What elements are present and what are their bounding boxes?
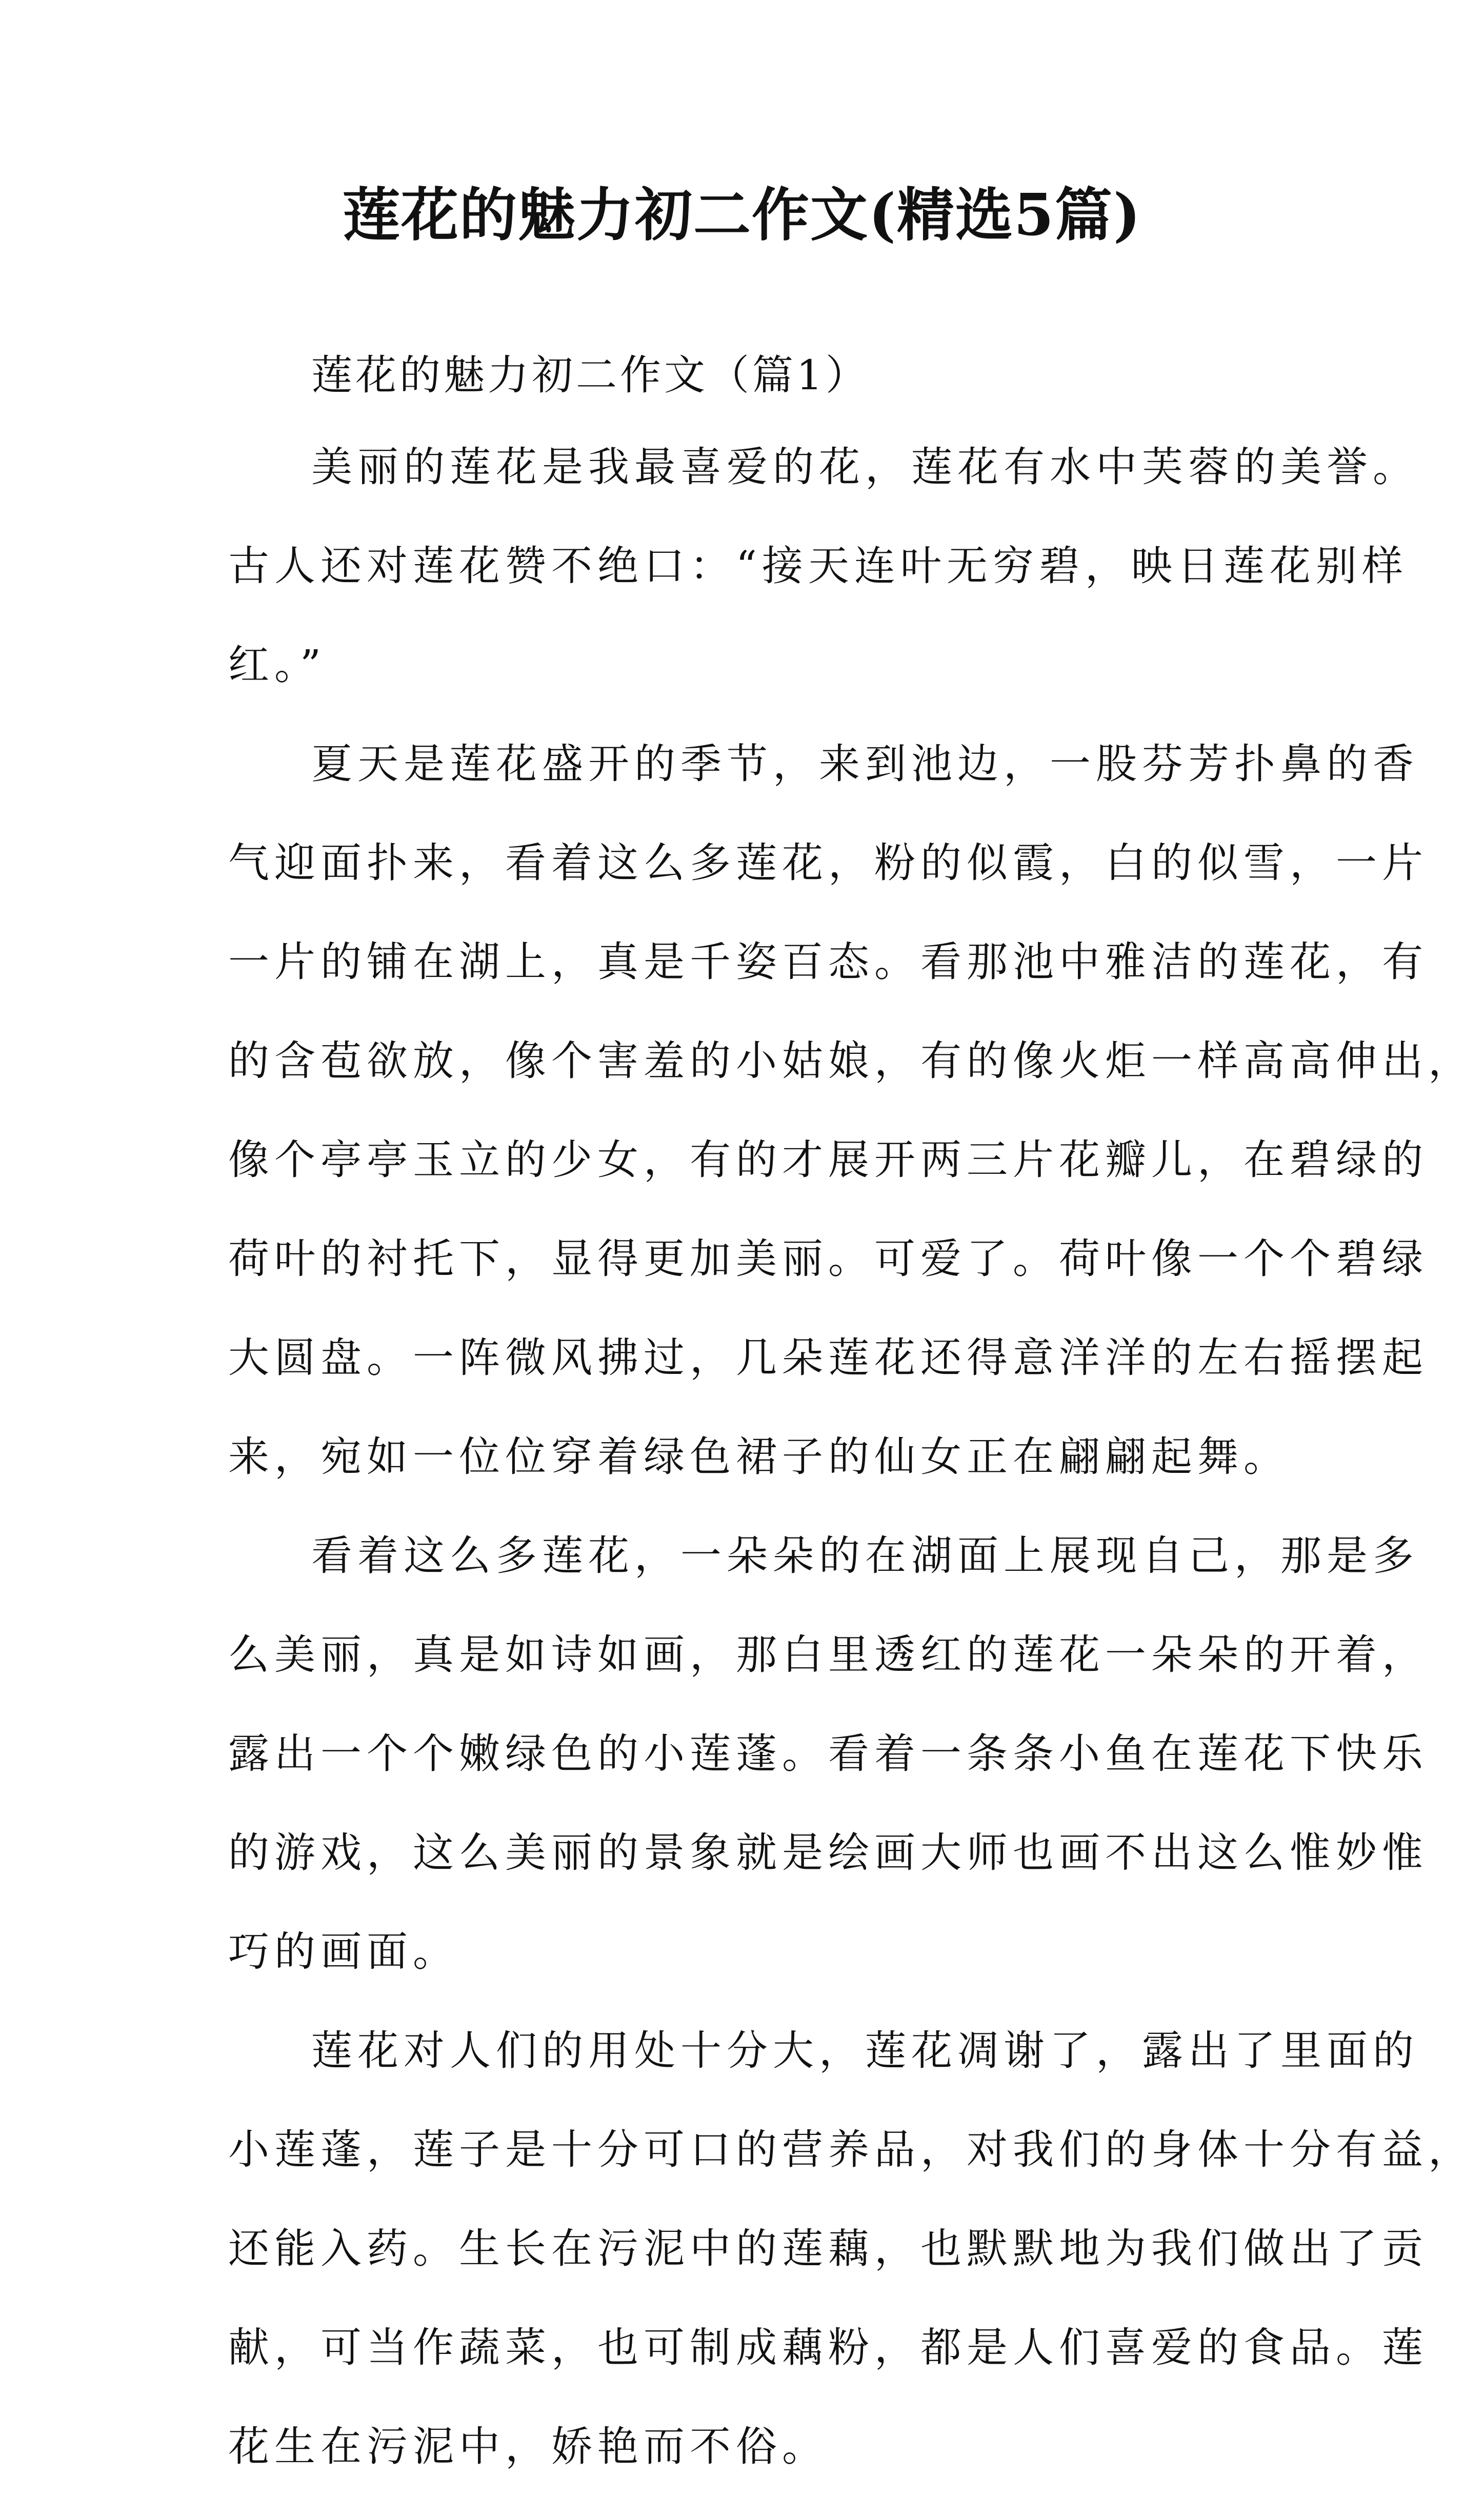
paragraph-line: 的含苞欲放，像个害羞的小姑娘，有的像火炬一样高高伸出， <box>228 1037 1474 1085</box>
paragraph-line: 气迎面扑来，看着这么多莲花，粉的似霞，白的似雪，一片 <box>228 839 1428 887</box>
paragraph-line: 像个亭亭玉立的少女，有的才展开两三片花瓣儿，在碧绿的 <box>228 1136 1428 1184</box>
paragraph-1 <box>228 417 1419 714</box>
paragraph-line: 夏天是莲花盛开的季节，来到池边，一股芬芳扑鼻的香 <box>311 740 1419 788</box>
paragraph-line: 露出一个个嫩绿色的小莲蓬。看着一条条小鱼在莲花下快乐 <box>228 1730 1428 1778</box>
essay-heading: 莲花的魅力初二作文（篇1） <box>311 351 870 399</box>
paragraph-line: 一片的铺在湖上，真是千姿百态。看那池中雅洁的莲花，有 <box>228 938 1428 986</box>
paragraph-3 <box>228 1506 1428 2001</box>
paragraph-line: 还能入药。生长在污泥中的莲藕，也默默地为我们做出了贡 <box>228 2225 1428 2272</box>
paragraph-line: 来，宛如一位位穿着绿色裙子的仙女正在翩翩起舞。 <box>228 1433 1290 1481</box>
paragraph-line: 大圆盘。一阵微风拂过，几朵莲花还得意洋洋的左右摇摆起 <box>228 1334 1428 1382</box>
paragraph-2 <box>228 714 1474 1506</box>
paragraph-line: 美丽的莲花是我最喜爱的花，莲花有水中芙蓉的美誉。 <box>311 443 1419 491</box>
paragraph-line: 的游戏，这么美丽的景象就是绘画大师也画不出这么惟妙惟 <box>228 1829 1428 1876</box>
paragraph-line: 红。” <box>228 641 326 689</box>
paragraph-line: 看着这么多莲花，一朵朵的在湖面上展现自己，那是多 <box>311 1532 1419 1580</box>
document-body <box>228 333 1474 2496</box>
document-title: 莲花的魅力初二作文(精选5篇) <box>343 182 1141 249</box>
paragraph-line: 献，可当作蔬菜，也可制成藕粉，都是人们喜爱的食品。莲 <box>228 2324 1428 2371</box>
paragraph-line: 小莲蓬，莲子是十分可口的营养品，对我们的身体十分有益， <box>228 2126 1474 2173</box>
paragraph-line: 莲花对人们的用处十分大，莲花凋谢了，露出了里面的 <box>311 2027 1419 2074</box>
paragraph-line: 古人还对莲花赞不绝口：“接天连叶无穷碧，映日莲花别样 <box>228 542 1408 590</box>
paragraph-line: 么美丽，真是如诗如画，那白里透红的莲花一朵朵的开着， <box>228 1631 1428 1679</box>
paragraph-line: 花生在污泥中，娇艳而不俗。 <box>228 2423 828 2470</box>
paragraph-line: 巧的画面。 <box>228 1928 459 1975</box>
paragraph-line: 荷叶的衬托下，显得更加美丽。可爱了。荷叶像一个个碧绿 <box>228 1235 1428 1283</box>
paragraph-4 <box>228 2001 1474 2496</box>
